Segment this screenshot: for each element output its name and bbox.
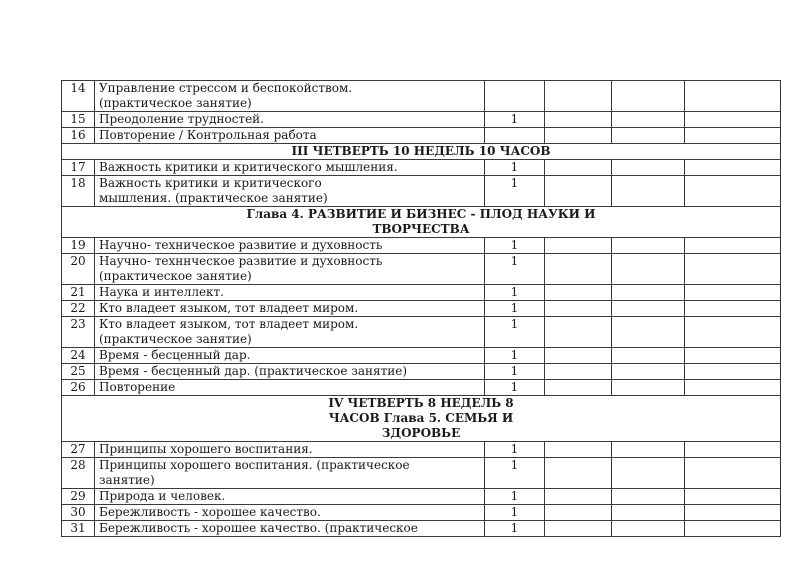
lesson-hours: 1	[485, 458, 545, 489]
lesson-number: 21	[62, 285, 95, 301]
note-cell	[685, 505, 781, 521]
lesson-hours: 1	[485, 489, 545, 505]
note-cell	[685, 160, 781, 176]
lesson-row	[62, 301, 781, 317]
lesson-row	[62, 112, 781, 128]
lesson-title: Принципы хорошего воспитания. (практическое занятие)	[95, 458, 485, 489]
lesson-title: Наука и интеллект.	[95, 285, 485, 301]
date-plan-cell	[545, 364, 612, 380]
note-cell	[685, 317, 781, 348]
note-cell	[685, 112, 781, 128]
date-fact-cell	[612, 380, 685, 396]
lesson-title: Бережливость - хорошее качество.	[95, 505, 485, 521]
lesson-hours: 1	[485, 505, 545, 521]
note-cell	[685, 81, 781, 112]
date-plan-cell	[545, 505, 612, 521]
date-plan-cell	[545, 458, 612, 489]
note-cell	[685, 128, 781, 144]
section-heading-cell	[62, 396, 781, 442]
lesson-hours: 1	[485, 112, 545, 128]
date-plan-cell	[545, 81, 612, 112]
note-cell	[685, 458, 781, 489]
lesson-number: 18	[62, 176, 95, 207]
note-cell	[685, 176, 781, 207]
lesson-title: Бережливость - хорошее качество. (практическое	[95, 521, 485, 537]
lesson-title: Научно- техническое развитие и духовность	[95, 238, 485, 254]
lesson-title: Важность критики и критического мышления. (практическое занятие)	[95, 176, 485, 207]
date-fact-cell	[612, 285, 685, 301]
lesson-row	[62, 285, 781, 301]
lesson-title: Кто владеет языком, тот владеет миром. (практическое занятие)	[95, 317, 485, 348]
lesson-number: 26	[62, 380, 95, 396]
lesson-number: 31	[62, 521, 95, 537]
date-plan-cell	[545, 521, 612, 537]
lesson-number: 24	[62, 348, 95, 364]
note-cell	[685, 301, 781, 317]
lesson-hours	[485, 128, 545, 144]
note-cell	[685, 442, 781, 458]
date-fact-cell	[612, 112, 685, 128]
date-fact-cell	[612, 458, 685, 489]
lesson-hours: 1	[485, 176, 545, 207]
date-fact-cell	[612, 521, 685, 537]
date-plan-cell	[545, 348, 612, 364]
date-fact-cell	[612, 301, 685, 317]
date-plan-cell	[545, 442, 612, 458]
lesson-row	[62, 176, 781, 207]
lesson-title: Повторение	[95, 380, 485, 396]
lesson-number: 14	[62, 81, 95, 112]
section-heading: IV ЧЕТВЕРТЬ 8 НЕДЕЛЬ 8 ЧАСОВ Глава 5. СЕМЬЯ И ЗДОРОВЬЕ	[328, 396, 514, 440]
date-fact-cell	[612, 238, 685, 254]
date-plan-cell	[545, 301, 612, 317]
lesson-title: Преодоление трудностей.	[95, 112, 485, 128]
lesson-hours	[485, 81, 545, 112]
lesson-number: 15	[62, 112, 95, 128]
date-plan-cell	[545, 489, 612, 505]
lesson-row	[62, 128, 781, 144]
note-cell	[685, 521, 781, 537]
date-fact-cell	[612, 364, 685, 380]
lesson-title: Важность критики и критического мышления.	[95, 160, 485, 176]
lesson-number: 19	[62, 238, 95, 254]
lesson-number: 22	[62, 301, 95, 317]
note-cell	[685, 238, 781, 254]
lesson-row	[62, 348, 781, 364]
lesson-row	[62, 442, 781, 458]
lesson-title: Научно- техннческое развитие и духовность (практическое занятие)	[95, 254, 485, 285]
date-fact-cell	[612, 489, 685, 505]
lesson-row	[62, 160, 781, 176]
date-fact-cell	[612, 254, 685, 285]
lesson-hours: 1	[485, 301, 545, 317]
date-fact-cell	[612, 160, 685, 176]
lesson-title: Кто владеет языком, тот владеет миром.	[95, 301, 485, 317]
lesson-title: Природа и человек.	[95, 489, 485, 505]
lesson-title: Управление стрессом и беспокойством. (практическое занятие)	[95, 81, 485, 112]
lesson-hours: 1	[485, 160, 545, 176]
lesson-hours: 1	[485, 285, 545, 301]
lesson-hours: 1	[485, 442, 545, 458]
section-row	[62, 207, 781, 238]
date-plan-cell	[545, 254, 612, 285]
lesson-number: 20	[62, 254, 95, 285]
lesson-number: 17	[62, 160, 95, 176]
lesson-row	[62, 81, 781, 112]
lesson-row	[62, 254, 781, 285]
date-plan-cell	[545, 160, 612, 176]
lesson-row	[62, 364, 781, 380]
date-plan-cell	[545, 380, 612, 396]
lesson-title: Принципы хорошего воспитания.	[95, 442, 485, 458]
lesson-hours: 1	[485, 380, 545, 396]
note-cell	[685, 254, 781, 285]
lesson-title: Время - бесценный дар.	[95, 348, 485, 364]
note-cell	[685, 489, 781, 505]
note-cell	[685, 348, 781, 364]
date-plan-cell	[545, 317, 612, 348]
lesson-hours: 1	[485, 364, 545, 380]
lesson-hours: 1	[485, 238, 545, 254]
date-plan-cell	[545, 285, 612, 301]
lesson-hours: 1	[485, 348, 545, 364]
lesson-number: 27	[62, 442, 95, 458]
section-row	[62, 144, 781, 160]
lesson-title: Время - бесценный дар. (практическое занятие)	[95, 364, 485, 380]
lesson-row	[62, 505, 781, 521]
date-fact-cell	[612, 128, 685, 144]
lesson-hours: 1	[485, 521, 545, 537]
section-heading: Глава 4. РАЗВИТИЕ И БИЗНЕС - ПЛОД НАУКИ И ТВОРЧЕСТВА	[246, 207, 596, 236]
lesson-number: 28	[62, 458, 95, 489]
date-fact-cell	[612, 442, 685, 458]
curriculum-table-body	[62, 81, 781, 537]
date-plan-cell	[545, 128, 612, 144]
lesson-number: 30	[62, 505, 95, 521]
section-heading-cell	[62, 144, 781, 160]
date-fact-cell	[612, 348, 685, 364]
lesson-row	[62, 380, 781, 396]
note-cell	[685, 364, 781, 380]
lesson-number: 16	[62, 128, 95, 144]
lesson-row	[62, 489, 781, 505]
lesson-hours: 1	[485, 254, 545, 285]
section-heading-cell	[62, 207, 781, 238]
note-cell	[685, 285, 781, 301]
lesson-row	[62, 521, 781, 537]
section-heading: III ЧЕТВЕРТЬ 10 НЕДЕЛЬ 10 ЧАСОВ	[291, 144, 551, 158]
note-cell	[685, 380, 781, 396]
lesson-row	[62, 458, 781, 489]
lesson-number: 29	[62, 489, 95, 505]
lesson-row	[62, 317, 781, 348]
date-plan-cell	[545, 238, 612, 254]
lesson-title: Повторение / Контрольная работа	[95, 128, 485, 144]
lesson-number: 25	[62, 364, 95, 380]
date-plan-cell	[545, 176, 612, 207]
curriculum-table	[61, 80, 781, 537]
lesson-hours: 1	[485, 317, 545, 348]
date-fact-cell	[612, 317, 685, 348]
lesson-number: 23	[62, 317, 95, 348]
lesson-row	[62, 238, 781, 254]
date-plan-cell	[545, 112, 612, 128]
date-fact-cell	[612, 81, 685, 112]
section-row	[62, 396, 781, 442]
date-fact-cell	[612, 176, 685, 207]
date-fact-cell	[612, 505, 685, 521]
